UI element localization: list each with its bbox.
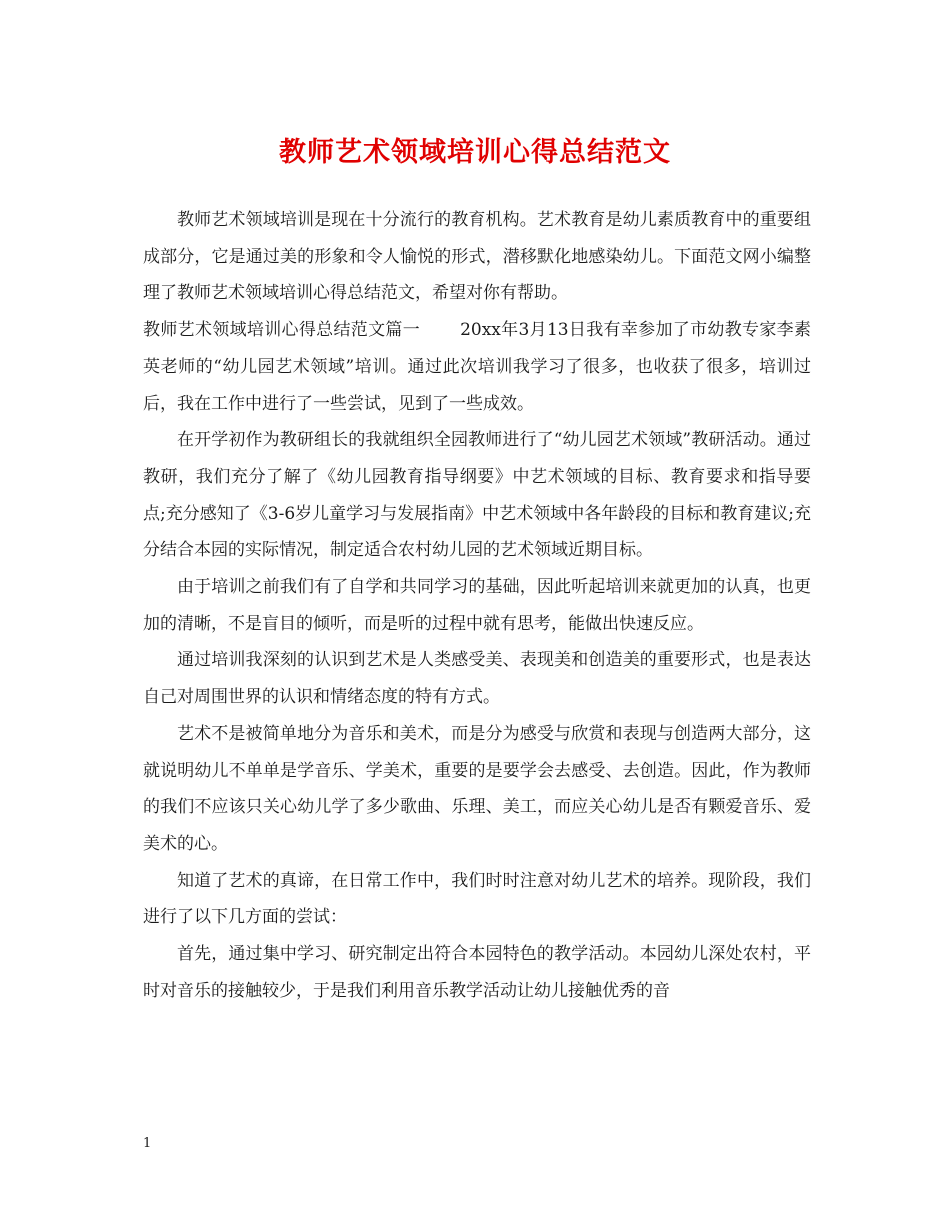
document-body	[143, 202, 811, 1009]
body-paragraph: 知道了艺术的真谛，在日常工作中，我们时时注意对幼儿艺术的培养。现阶段，我们进行了以下几方面的尝试：	[143, 870, 811, 928]
body-paragraph: 通过培训我深刻的认识到艺术是人类感受美、表现美和创造美的重要形式，也是表达自己对周围世界的认识和情绪态度的特有方式。	[143, 650, 811, 708]
page-number: 1	[143, 1136, 152, 1151]
body-paragraph: 在开学初作为教研组长的我就组织全园教师进行了“幼儿园艺术领域”教研活动。通过教研，我们充分了解了《幼儿园教育指导纲要》中艺术领域的目标、教育要求和指导要点;充分感知了《3-6岁儿童学习与发展指南》中艺术领域中各年龄段的目标和教育建议;充分结合本园的实际情况，制定适合农村幼儿园的艺术领域近期目标。	[143, 430, 811, 561]
body-paragraph: 首先，通过集中学习、研究制定出符合本园特色的教学活动。本园幼儿深处农村，平时对音乐的接触较少，于是我们利用音乐教学活动让幼儿接触优秀的音	[143, 944, 811, 1001]
section-heading: 教师艺术领域培训心得总结范文篇一	[143, 320, 421, 341]
intro-paragraph: 教师艺术领域培训是现在十分流行的教育机构。艺术教育是幼儿素质教育中的重要组成部分，它是通过美的形象和令人愉悦的形式，潜移默化地感染幼儿。下面范文网小编整理了教师艺术领域培训心得总结范文，希望对你有帮助。	[143, 210, 811, 304]
section-paragraph	[143, 312, 811, 422]
body-paragraph: 由于培训之前我们有了自学和共同学习的基础，因此听起培训来就更加的认真，也更加的清晰，不是盲目的倾听，而是听的过程中就有思考，能做出快速反应。	[143, 577, 811, 634]
section-text: 20xx年3月13日我有幸参加了市幼教专家李素英老师的“幼儿园艺术领域”培训。通过此次培训我学习了很多，也收获了很多，培训过后，我在工作中进行了一些尝试，见到了一些成效。	[143, 320, 811, 414]
body-paragraph: 艺术不是被简单地分为音乐和美术，而是分为感受与欣赏和表现与创造两大部分，这就说明幼儿不单单是学音乐、学美术，重要的是要学会去感受、去创造。因此，作为教师的我们不应该只关心幼儿学了多少歌曲、乐理、美工，而应关心幼儿是否有颗爱音乐、爱美术的心。	[143, 723, 811, 854]
document-title: 教师艺术领域培训心得总结范文	[279, 137, 671, 168]
